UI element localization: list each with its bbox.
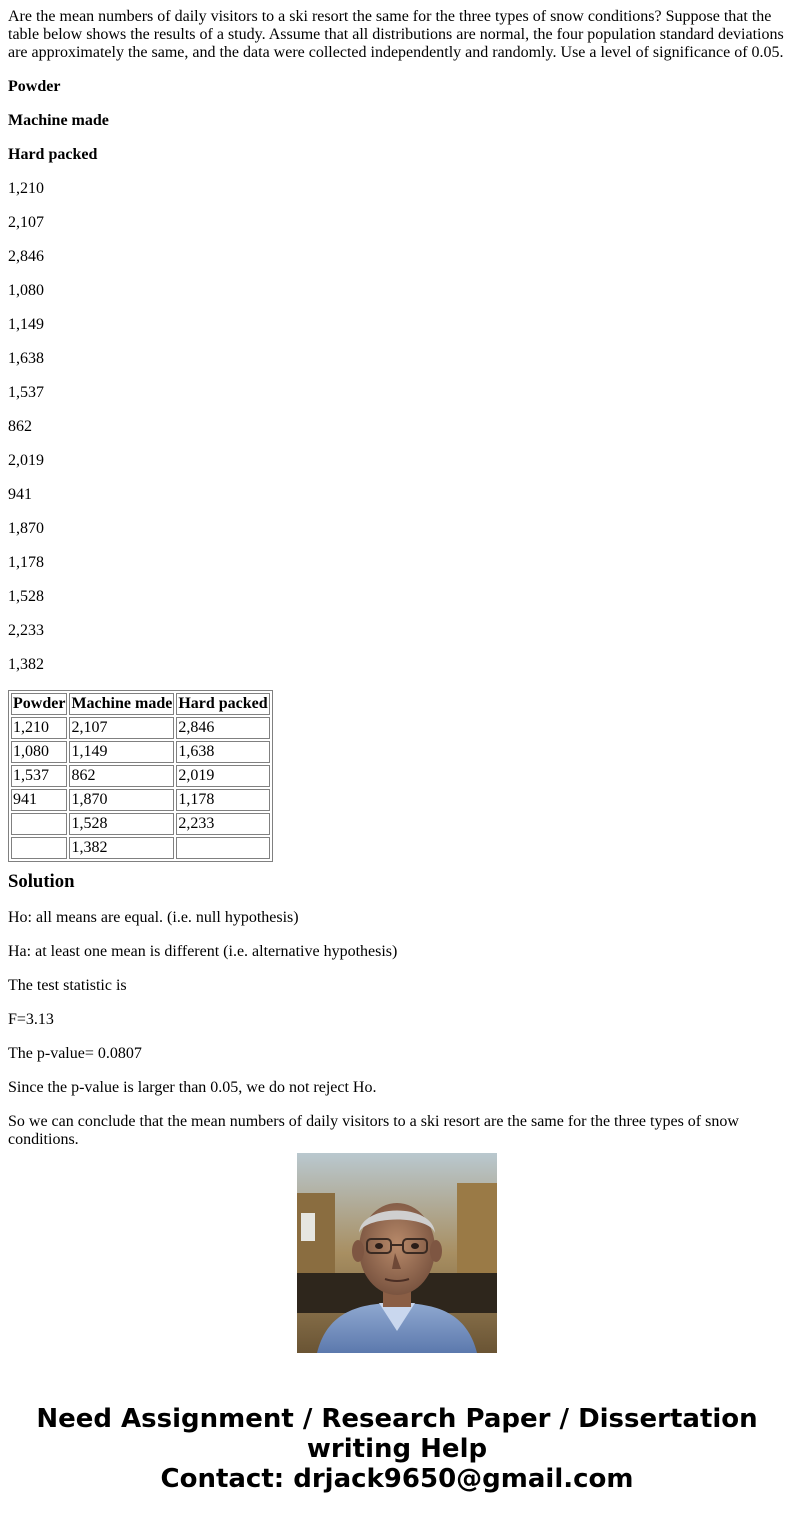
banner-line-1: Need Assignment / Research Paper / Dissertation [36, 1404, 758, 1434]
raw-value: 2,846 [8, 248, 44, 265]
test-statistic-value: F=3.13 [8, 1011, 54, 1028]
raw-value: 941 [8, 486, 32, 503]
table-cell: 1,528 [69, 813, 174, 835]
table-row [11, 741, 270, 763]
table-cell: 1,870 [69, 789, 174, 811]
column-header-machine-made: Machine made [69, 693, 174, 715]
table-cell: 1,080 [11, 741, 67, 763]
table-cell: 1,638 [176, 741, 269, 763]
raw-value: 2,107 [8, 214, 44, 231]
raw-header-machine-made: Machine made [8, 112, 109, 129]
raw-value: 1,382 [8, 656, 44, 673]
raw-value: 1,638 [8, 350, 44, 367]
table-header-row [11, 693, 270, 715]
conclusion: So we can conclude that the mean numbers of daily visitors to a ski resort are the same for the three types of snow conditions. [8, 1113, 739, 1148]
table-cell: 1,382 [69, 837, 174, 859]
column-header-powder: Powder [11, 693, 67, 715]
raw-value: 1,178 [8, 554, 44, 571]
table-cell: 2,019 [176, 765, 269, 787]
table-row [11, 789, 270, 811]
help-banner [0, 1404, 794, 1494]
raw-value: 862 [8, 418, 32, 435]
question-text: Are the mean numbers of daily visitors to a ski resort the same for the three types of snow conditions? Suppose that the table below shows the results of a study. Assume that all distributions are normal, the four population standard deviations are approximately the same, and the data were collected independently and randomly. Use a level of significance of 0.05. [8, 8, 784, 61]
raw-value: 1,149 [8, 316, 44, 333]
p-value: The p-value= 0.0807 [8, 1045, 142, 1062]
raw-value: 1,537 [8, 384, 44, 401]
banner-contact: Contact: drjack9650@gmail.com [160, 1464, 634, 1494]
table-cell: 2,846 [176, 717, 269, 739]
table-row [11, 717, 270, 739]
table-cell [176, 837, 269, 859]
table-cell: 1,210 [11, 717, 67, 739]
table-cell: 1,149 [69, 741, 174, 763]
table-cell: 862 [69, 765, 174, 787]
table-cell: 1,537 [11, 765, 67, 787]
table-cell: 2,233 [176, 813, 269, 835]
alternative-hypothesis: Ha: at least one mean is different (i.e. alternative hypothesis) [8, 943, 398, 960]
banner-line-2: writing Help [306, 1434, 488, 1464]
test-statistic-label: The test statistic is [8, 977, 127, 994]
table-cell: 1,178 [176, 789, 269, 811]
raw-header-powder: Powder [8, 78, 61, 95]
table-row [11, 813, 270, 835]
table-cell: 2,107 [69, 717, 174, 739]
raw-value: 1,528 [8, 588, 44, 605]
raw-value: 1,080 [8, 282, 44, 299]
table-cell: 941 [11, 789, 67, 811]
data-table [8, 690, 273, 862]
column-header-hard-packed: Hard packed [176, 693, 269, 715]
null-hypothesis: Ho: all means are equal. (i.e. null hypothesis) [8, 909, 299, 926]
raw-value: 2,019 [8, 452, 44, 469]
raw-value: 1,870 [8, 520, 44, 537]
raw-value: 1,210 [8, 180, 44, 197]
raw-header-hard-packed: Hard packed [8, 146, 98, 163]
avatar [297, 1153, 497, 1353]
raw-value: 2,233 [8, 622, 44, 639]
decision: Since the p-value is larger than 0.05, we do not reject Ho. [8, 1079, 377, 1096]
table-cell [11, 813, 67, 835]
table-row [11, 765, 270, 787]
document-content [8, 8, 786, 1148]
table-row [11, 837, 270, 859]
table-cell [11, 837, 67, 859]
solution-heading: Solution [8, 871, 75, 892]
